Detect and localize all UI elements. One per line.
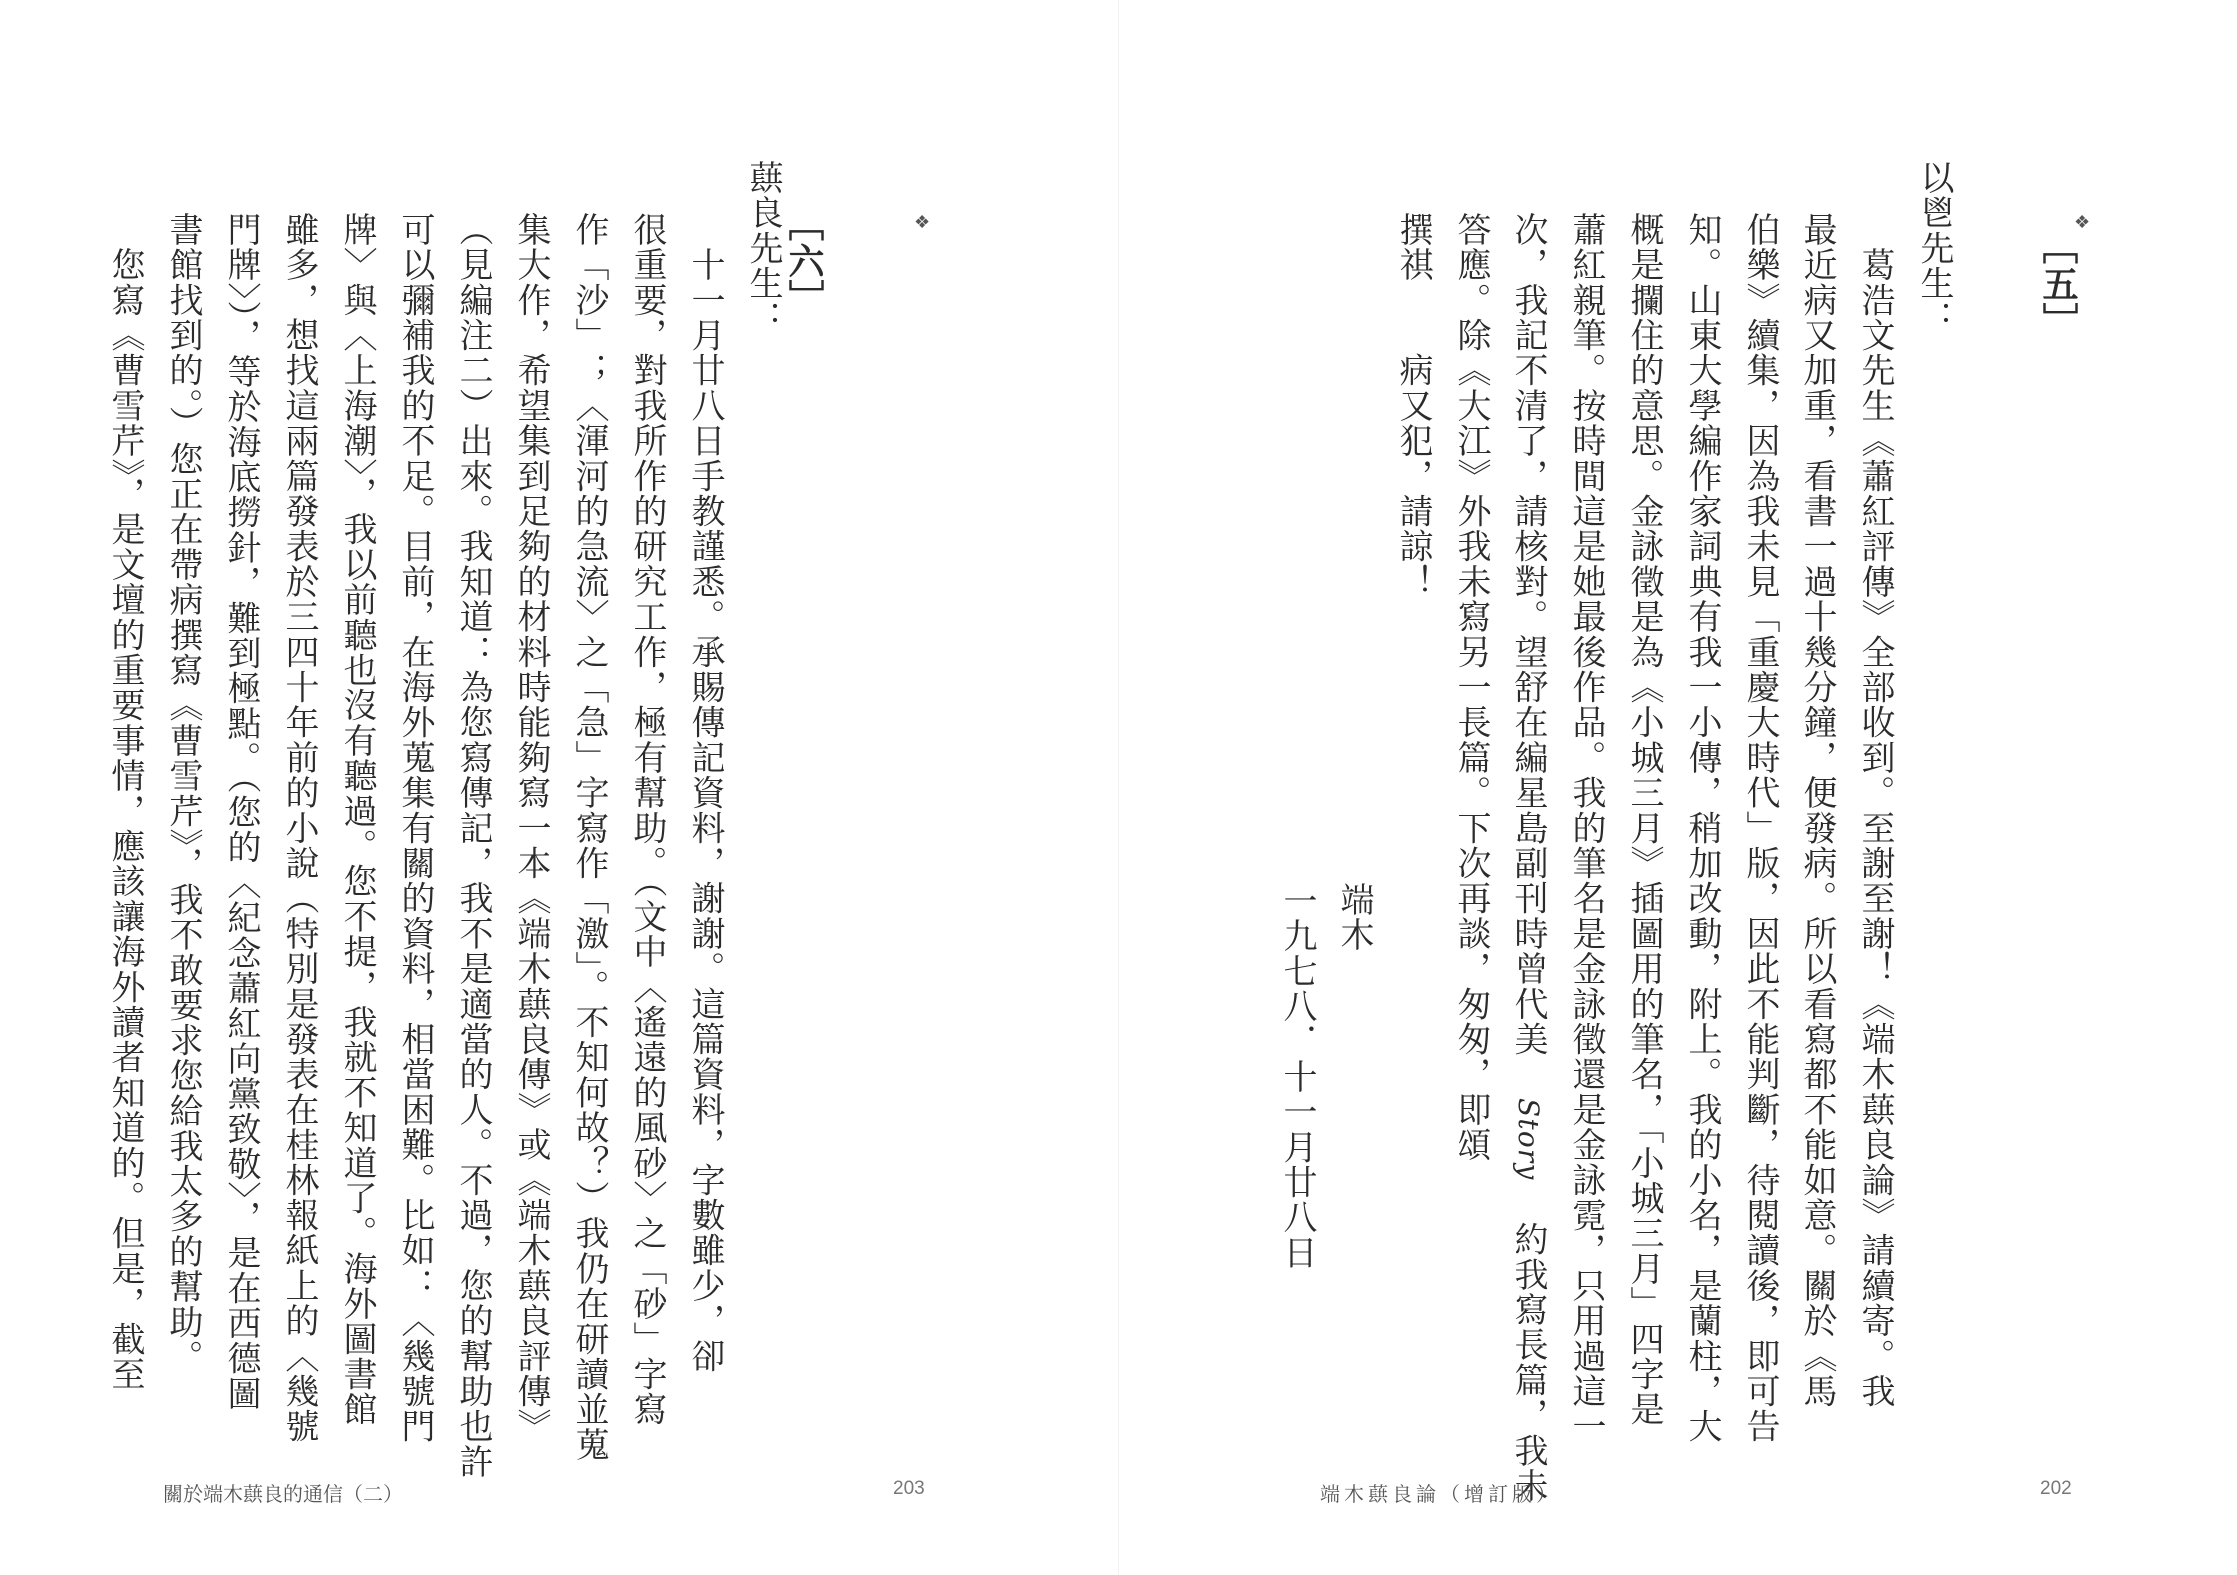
letter-date: 一九七八．十一月廿八日 xyxy=(1277,883,1317,1271)
body-column: 知。山東大學編作家詞典有我一小傳，稍加改動，附上。我的小名，是蘭柱，大 xyxy=(1682,212,1722,1444)
body-column-tail: 約我寫長篇，我未 xyxy=(1508,1221,1548,1504)
body-column-text: 次，我記不清了，請核對。望舒在編星島副刊時曾代美 xyxy=(1508,212,1548,1057)
salutation: 蕻良先生： xyxy=(743,160,783,336)
closing-line: 撰祺 病又犯，請諒！ xyxy=(1393,212,1433,600)
signature: 端木 xyxy=(1334,882,1374,953)
body-column: （見編注二）出來。我知道：為您寫傳記，我不是適當的人。不過，您的幫助也許 xyxy=(453,212,493,1480)
page-number: 202 xyxy=(2040,1478,2072,1499)
latin-word-story: Story xyxy=(1512,1098,1545,1181)
section-ornament: ❖ xyxy=(2074,212,2091,233)
body-column: 可以彌補我的不足。目前，在海外蒐集有關的資料，相當困難。比如：〈幾號門 xyxy=(395,212,435,1444)
body-column xyxy=(1508,212,1548,1504)
body-column: 伯樂》續集，因為我未見「重慶大時代」版，因此不能判斷，待閱讀後，即可告 xyxy=(1740,212,1780,1444)
page-number: 203 xyxy=(893,1478,925,1499)
body-column: 牌〉與〈上海潮〉，我以前聽也沒有聽過。您不提，我就不知道了。海外圖書館 xyxy=(337,212,377,1427)
section-heading: ［五］ xyxy=(2037,228,2079,340)
body-column: 最近病又加重，看書一過十幾分鐘，便發病。所以看寫都不能如意。關於《馬 xyxy=(1797,212,1837,1409)
page-gutter xyxy=(1118,0,1119,1575)
body-column: 答應。除《大江》外我未寫另一長篇。下次再談，匆匆，即頌 xyxy=(1451,212,1491,1163)
salutation: 以鬯先生： xyxy=(1914,160,1954,336)
body-column: 書館找到的。）您正在帶病撰寫《曹雪芹》，我不敢要求您給我太多的幫助。 xyxy=(163,212,203,1375)
body-column: 集大作，希望集到足夠的材料時能夠寫一本《端木蕻良傳》或《端木蕻良評傳》 xyxy=(511,212,551,1444)
body-column: 您寫《曹雪芹》，是文壇的重要事情，應該讓海外讀者知道的。但是，截至 xyxy=(105,212,145,1392)
body-column: 概是攔住的意思。金詠徵是為《小城三月》插圖用的筆名，「小城三月」四字是 xyxy=(1624,212,1664,1427)
body-column: 作「沙」；〈渾河的急流〉之「急」字寫作「激」。不知何故？）我仍在研讀並蒐 xyxy=(569,212,609,1463)
running-footer-title: 關於端木蕻良的通信（二） xyxy=(163,1482,403,1506)
body-column: 很重要，對我所作的研究工作，極有幫助。（文中〈遙遠的風砂〉之「砂」字寫 xyxy=(627,212,667,1427)
body-column: 雖多，想找這兩篇發表於三四十年前的小說（特別是發表在桂林報紙上的〈幾號 xyxy=(279,212,319,1444)
body-column: 蕭紅親筆。按時間這是她最後作品。我的筆名是金詠徵還是金詠霓，只用過這一 xyxy=(1566,212,1606,1444)
section-ornament: ❖ xyxy=(914,212,931,233)
running-footer-title: 端木蕻良論（增訂版） xyxy=(1320,1482,1560,1506)
body-column: 葛浩文先生《蕭紅評傳》全部收到。至謝至謝！《端木蕻良論》請續寄。我 xyxy=(1855,212,1895,1409)
body-column: 十一月廿八日手教謹悉。承賜傳記資料，謝謝。這篇資料，字數雖少，卻 xyxy=(685,212,725,1374)
section-heading: ［六］ xyxy=(783,205,825,317)
body-column: 門牌〉），等於海底撈針，難到極點。（您的〈紀念蕭紅向黨致敬〉，是在西德圖 xyxy=(221,212,261,1412)
